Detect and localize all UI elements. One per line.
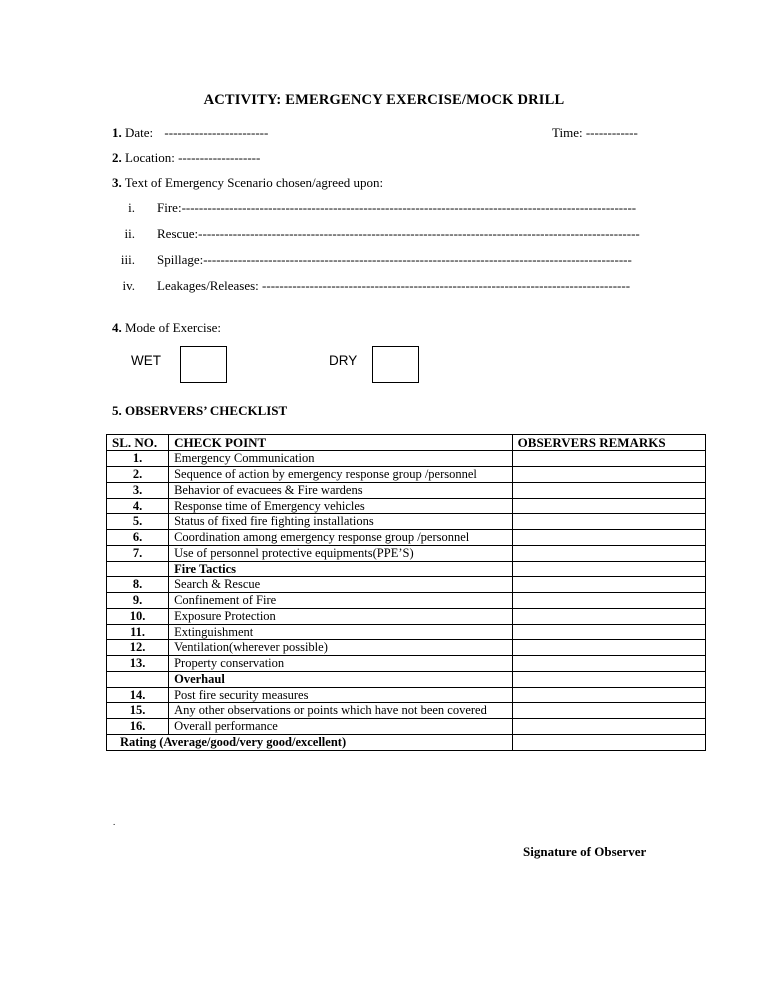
row-check-point: Use of personnel protective equipments(PPE’S) bbox=[169, 545, 513, 561]
scenario-rescue-blank[interactable]: ------------------------------------------------------------------------------------------------------ bbox=[198, 226, 640, 241]
mode-number: 4. bbox=[112, 320, 122, 335]
row-number: 8. bbox=[107, 577, 169, 593]
wet-checkbox[interactable] bbox=[180, 346, 227, 383]
row-check-point: Search & Rescue bbox=[169, 577, 513, 593]
row-remarks-cell[interactable] bbox=[512, 451, 705, 467]
row-remarks-cell[interactable] bbox=[512, 608, 705, 624]
row-number: 5. bbox=[107, 514, 169, 530]
row-remarks-cell[interactable] bbox=[512, 577, 705, 593]
row-remarks-cell[interactable] bbox=[512, 687, 705, 703]
row-number: 2. bbox=[107, 467, 169, 483]
row-remarks-cell[interactable] bbox=[512, 719, 705, 735]
row-check-point: Emergency Communication bbox=[169, 451, 513, 467]
row-check-point: Property conservation bbox=[169, 656, 513, 672]
table-row bbox=[107, 593, 706, 609]
row-number: 6. bbox=[107, 530, 169, 546]
table-rating-row bbox=[107, 734, 706, 750]
row-check-point: Post fire security measures bbox=[169, 687, 513, 703]
row-check-point: Response time of Emergency vehicles bbox=[169, 498, 513, 514]
date-field bbox=[112, 126, 268, 139]
scenario-spillage-label: Spillage: bbox=[157, 252, 204, 267]
row-number: 3. bbox=[107, 482, 169, 498]
scenario-label: Text of Emergency Scenario chosen/agreed upon: bbox=[124, 175, 384, 190]
scenario-spillage bbox=[157, 253, 632, 266]
row-check-point: Behavior of evacuees & Fire wardens bbox=[169, 482, 513, 498]
scenario-roman-3: iii. bbox=[120, 252, 135, 267]
table-row bbox=[107, 577, 706, 593]
row-remarks-cell[interactable] bbox=[512, 624, 705, 640]
time-blank[interactable]: ------------ bbox=[585, 125, 638, 140]
scenario-number: 3. bbox=[112, 175, 122, 190]
table-row bbox=[107, 467, 706, 483]
row-check-point: Any other observations or points which have not been covered bbox=[169, 703, 513, 719]
table-row bbox=[107, 656, 706, 672]
section-overhaul: Overhaul bbox=[169, 671, 513, 687]
row-number: 11. bbox=[107, 624, 169, 640]
wet-label: WET bbox=[131, 353, 161, 368]
header-check-point: CHECK POINT bbox=[169, 435, 513, 451]
dry-label: DRY bbox=[329, 353, 358, 368]
page-title: ACTIVITY: EMERGENCY EXERCISE/MOCK DRILL bbox=[203, 92, 565, 108]
section-fire-tactics: Fire Tactics bbox=[169, 561, 513, 577]
row-remarks-cell[interactable] bbox=[512, 593, 705, 609]
header-sl-no: SL. NO. bbox=[107, 435, 169, 451]
scenario-spillage-blank[interactable]: --------------------------------------------------------------------------------------------------- bbox=[203, 252, 632, 267]
scenario-leakages-label: Leakages/Releases: bbox=[157, 278, 259, 293]
row-number: 15. bbox=[107, 703, 169, 719]
checklist-heading: 5. OBSERVERS’ CHECKLIST bbox=[112, 403, 288, 418]
table-row bbox=[107, 482, 706, 498]
row-check-point: Sequence of action by emergency response group /personnel bbox=[169, 467, 513, 483]
scenario-heading bbox=[112, 176, 383, 189]
scenario-rescue bbox=[157, 227, 640, 240]
scenario-roman-4: iv. bbox=[122, 278, 135, 293]
scenario-roman-2: ii. bbox=[124, 226, 135, 241]
row-number: 14. bbox=[107, 687, 169, 703]
row-check-point: Overall performance bbox=[169, 719, 513, 735]
observers-checklist-table bbox=[106, 434, 706, 751]
table-section-row bbox=[107, 561, 706, 577]
table-section-row bbox=[107, 671, 706, 687]
row-remarks-cell[interactable] bbox=[512, 703, 705, 719]
row-number: 4. bbox=[107, 498, 169, 514]
mode-heading bbox=[112, 321, 221, 334]
table-row bbox=[107, 640, 706, 656]
row-number: 9. bbox=[107, 593, 169, 609]
row-remarks-cell[interactable] bbox=[512, 545, 705, 561]
table-row bbox=[107, 608, 706, 624]
row-remarks-cell[interactable] bbox=[512, 467, 705, 483]
scenario-fire-blank[interactable]: --------------------------------------------------------------------------------------------------------- bbox=[181, 200, 637, 215]
date-label: Date: bbox=[125, 125, 154, 140]
row-check-point: Extinguishment bbox=[169, 624, 513, 640]
row-number bbox=[107, 561, 169, 577]
row-number: 7. bbox=[107, 545, 169, 561]
table-row bbox=[107, 498, 706, 514]
row-remarks-cell[interactable] bbox=[512, 561, 705, 577]
rating-value-cell[interactable] bbox=[512, 734, 705, 750]
row-check-point: Exposure Protection bbox=[169, 608, 513, 624]
row-number: 13. bbox=[107, 656, 169, 672]
row-remarks-cell[interactable] bbox=[512, 656, 705, 672]
row-remarks-cell[interactable] bbox=[512, 514, 705, 530]
row-number: 1. bbox=[107, 451, 169, 467]
table-row bbox=[107, 703, 706, 719]
table-row bbox=[107, 719, 706, 735]
table-row bbox=[107, 451, 706, 467]
row-number bbox=[107, 671, 169, 687]
row-check-point: Ventilation(wherever possible) bbox=[169, 640, 513, 656]
table-row bbox=[107, 545, 706, 561]
time-field bbox=[552, 126, 638, 139]
row-remarks-cell[interactable] bbox=[512, 498, 705, 514]
row-number: 10. bbox=[107, 608, 169, 624]
table-row bbox=[107, 687, 706, 703]
header-observers-remarks: OBSERVERS REMARKS bbox=[512, 435, 705, 451]
location-field bbox=[112, 151, 260, 164]
row-remarks-cell[interactable] bbox=[512, 482, 705, 498]
stray-dot: . bbox=[113, 817, 116, 827]
location-blank[interactable]: ------------------- bbox=[178, 150, 261, 165]
date-number: 1. bbox=[112, 125, 122, 140]
row-check-point: Confinement of Fire bbox=[169, 593, 513, 609]
table-row bbox=[107, 514, 706, 530]
scenario-rescue-label: Rescue: bbox=[157, 226, 199, 241]
date-blank[interactable]: ------------------------ bbox=[164, 125, 269, 140]
scenario-leakages-blank[interactable]: ------------------------------------------------------------------------------------- bbox=[262, 278, 631, 293]
mode-label: Mode of Exercise: bbox=[125, 320, 222, 335]
dry-checkbox[interactable] bbox=[372, 346, 419, 383]
location-number: 2. bbox=[112, 150, 122, 165]
scenario-fire bbox=[157, 201, 636, 214]
scenario-roman-1: i. bbox=[128, 200, 135, 215]
location-label: Location: bbox=[125, 150, 175, 165]
table-header-row bbox=[107, 435, 706, 451]
row-check-point: Status of fixed fire fighting installations bbox=[169, 514, 513, 530]
row-check-point: Coordination among emergency response group /personnel bbox=[169, 530, 513, 546]
row-number: 16. bbox=[107, 719, 169, 735]
table-row bbox=[107, 624, 706, 640]
row-remarks-cell[interactable] bbox=[512, 530, 705, 546]
scenario-fire-label: Fire: bbox=[157, 200, 182, 215]
table-row bbox=[107, 530, 706, 546]
row-remarks-cell[interactable] bbox=[512, 640, 705, 656]
row-remarks-cell[interactable] bbox=[512, 671, 705, 687]
time-label: Time: bbox=[552, 125, 583, 140]
signature-of-observer: Signature of Observer bbox=[523, 844, 647, 859]
rating-label: Rating (Average/good/very good/excellent) bbox=[107, 734, 513, 750]
row-number: 12. bbox=[107, 640, 169, 656]
scenario-leakages bbox=[157, 279, 630, 292]
